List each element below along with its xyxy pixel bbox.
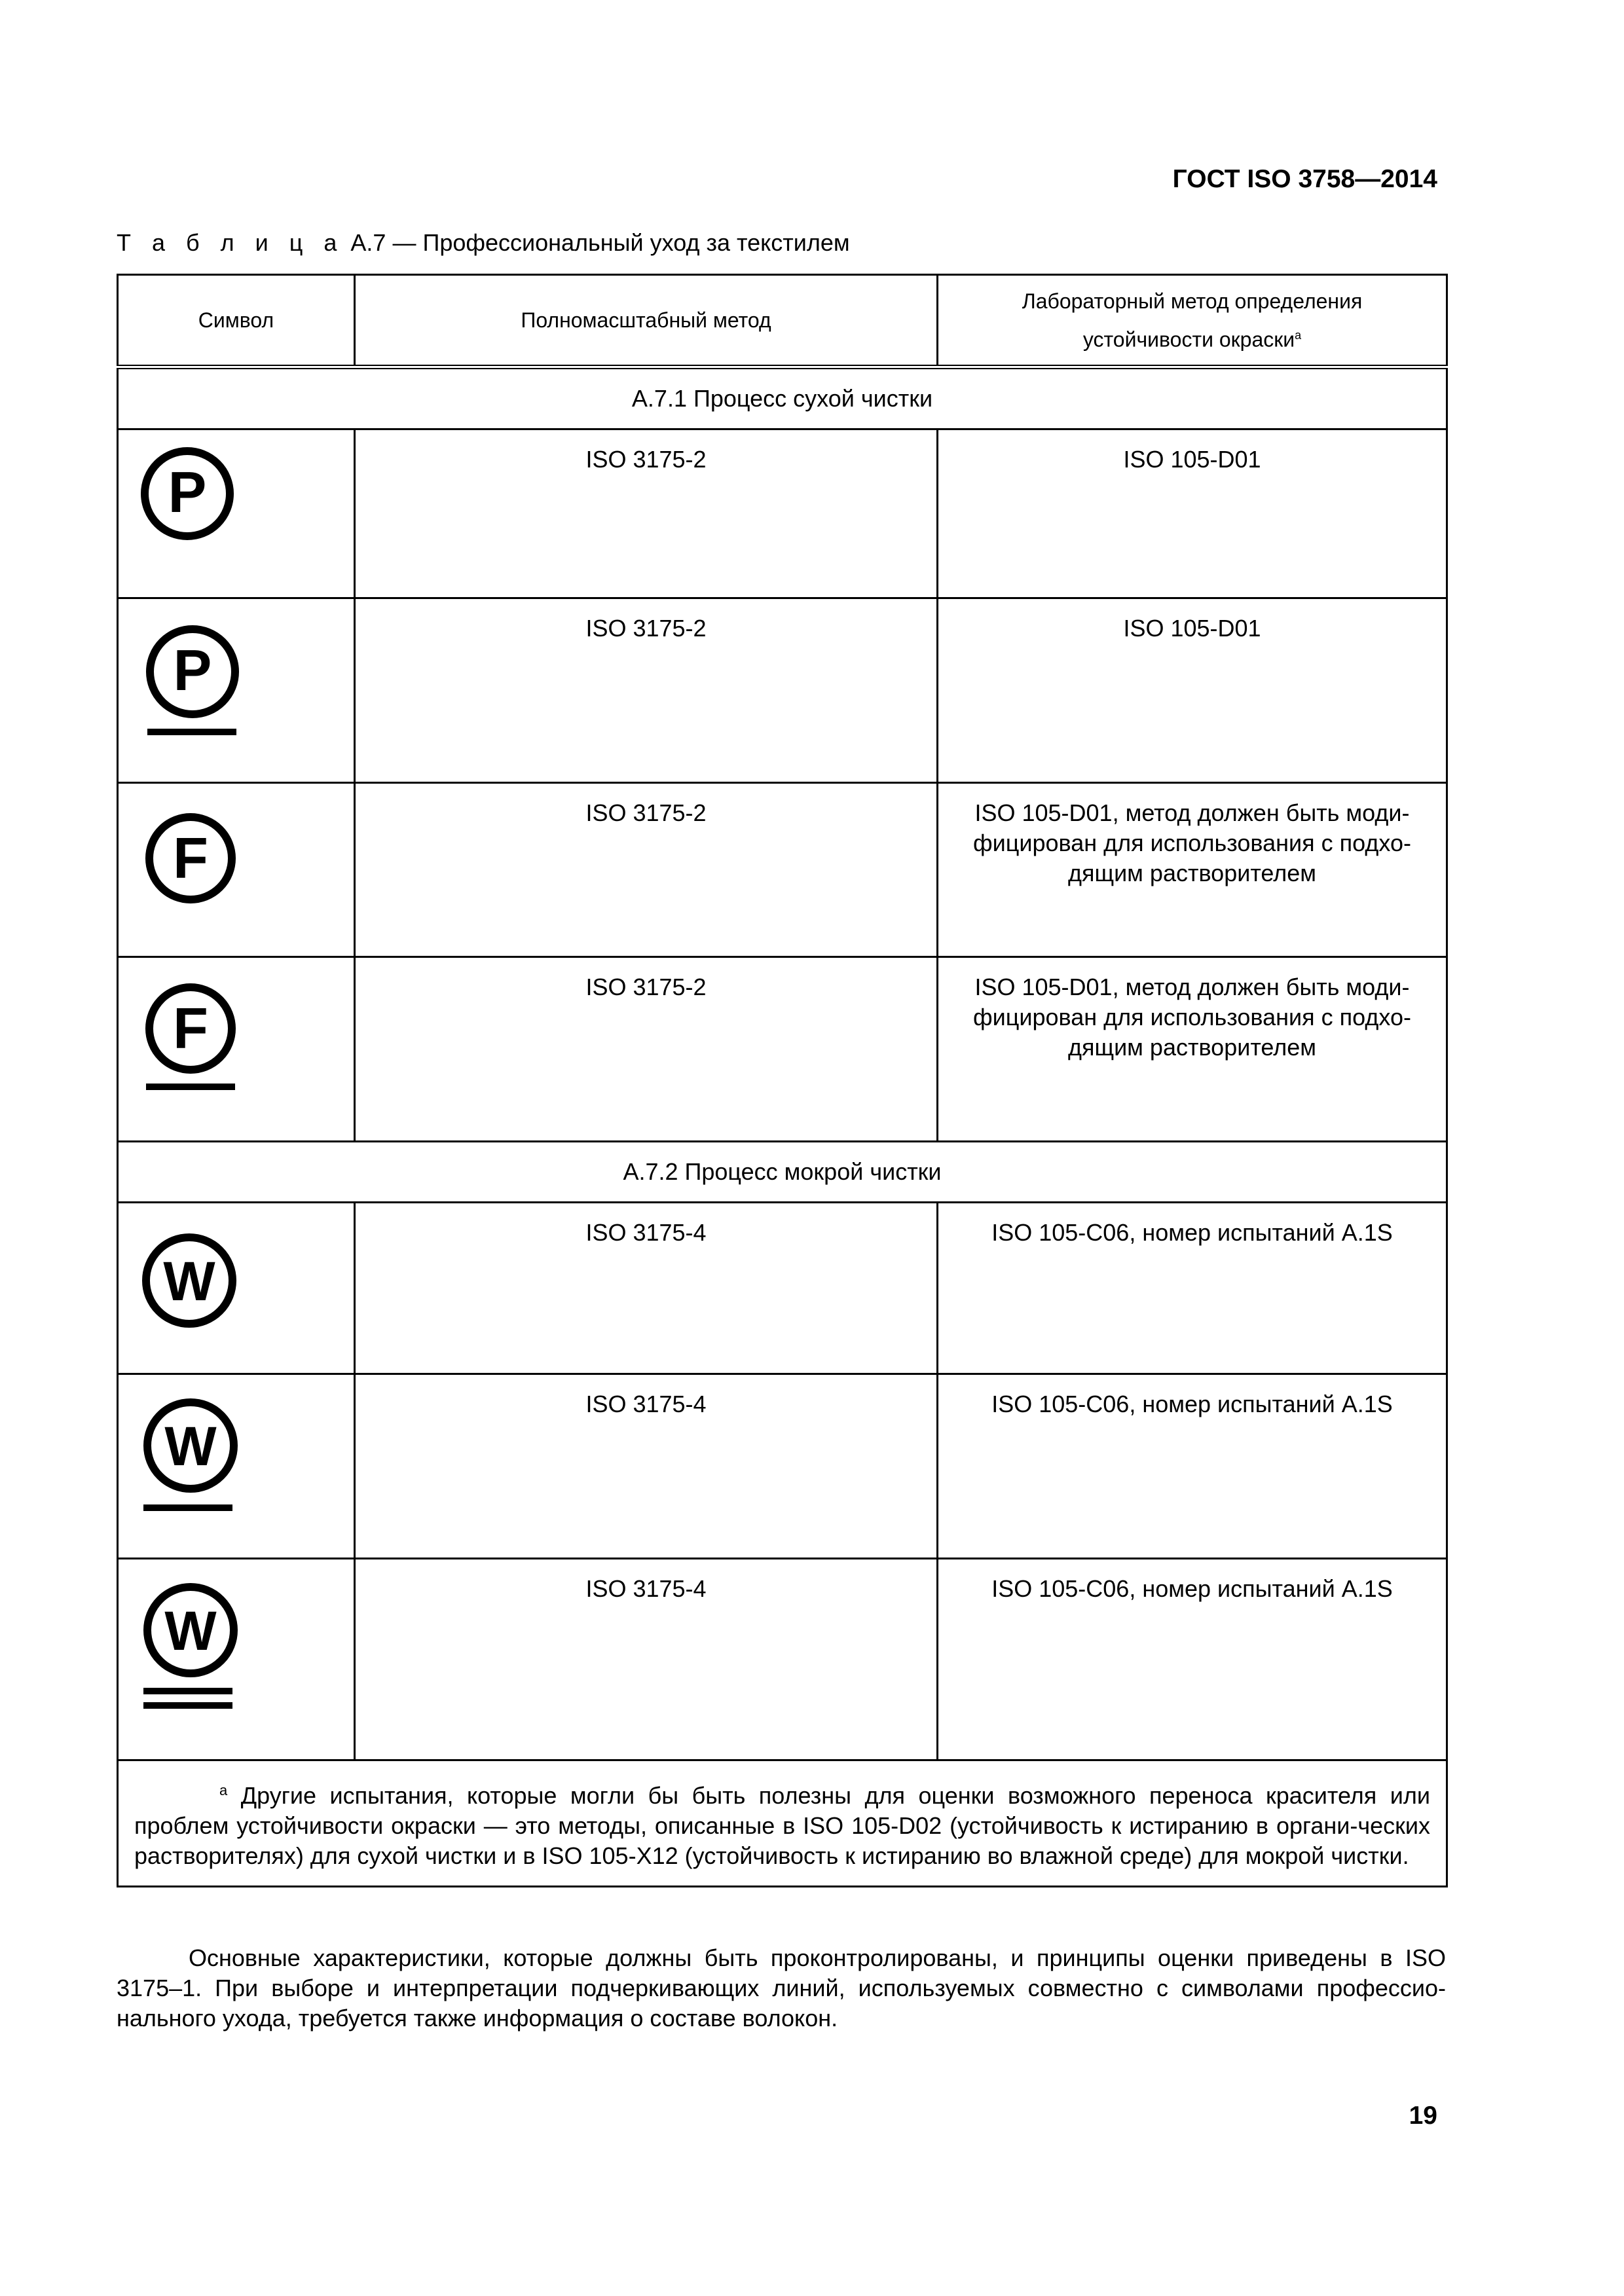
col-header-lab	[938, 275, 1447, 367]
care-table	[117, 274, 1448, 1887]
section-row-wet	[118, 1142, 1447, 1203]
underline-bar	[147, 729, 236, 735]
table-row	[118, 1559, 1447, 1760]
caption-title: А.7 — Профессиональный уход за текстилем	[344, 229, 850, 256]
section-title-wet: А.7.2 Процесс мокрой чистки	[118, 1142, 1447, 1203]
symbol-letter: P	[168, 460, 207, 524]
col-header-full-scale: Полномасштабный метод	[355, 275, 938, 367]
page-number: 19	[1409, 2102, 1437, 2130]
table-row	[118, 1203, 1447, 1374]
symbol-cell	[118, 1203, 355, 1374]
lab-method: ISO 105-D01, метод должен быть моди-фицирован для использования с подхо-дящим растворителем	[938, 783, 1447, 957]
caption-prefix: Т а б л и ц а	[117, 229, 344, 256]
full-scale-method: ISO 3175-2	[355, 957, 938, 1142]
underline-bar	[143, 1688, 232, 1694]
wet-clean-w-very-gentle-icon	[139, 1579, 251, 1723]
symbol-cell	[118, 598, 355, 783]
wet-clean-w-icon	[139, 1231, 251, 1342]
symbol-letter: P	[173, 638, 212, 702]
symbol-cell	[118, 783, 355, 957]
underline-bar	[146, 1084, 235, 1090]
symbol-cell	[118, 1559, 355, 1760]
footnote-text: Другие испытания, которые могли бы быть полезны для оценки возможного переноса красителя или проблем устойчивости окраски — это методы, описанные в ISO 105-D02 (устойчивость к истиранию в органи-ческих растворителях) для сухой чистки и в ISO 105-X12 (устойчивость к истиранию во влажной среде) для мокрой чистки.	[134, 1782, 1430, 1869]
col-header-lab-note-mark: a	[1295, 328, 1302, 342]
dry-clean-f-icon	[143, 811, 255, 922]
lab-method: ISO 105-C06, номер испытаний A.1S	[938, 1203, 1447, 1374]
footnote-mark: a	[219, 1782, 228, 1798]
lab-method: ISO 105-D01, метод должен быть моди-фицирован для использования с подхо-дящим растворителем	[938, 957, 1447, 1142]
dry-clean-p-icon	[138, 445, 249, 556]
section-title-dry: А.7.1 Процесс сухой чистки	[118, 367, 1447, 429]
lab-method: ISO 105-D01	[938, 598, 1447, 783]
footnote-row	[118, 1760, 1447, 1887]
symbol-cell	[118, 957, 355, 1142]
table-header-row	[118, 275, 1447, 367]
dry-clean-p-gentle-icon	[143, 623, 255, 747]
symbol-letter: F	[173, 826, 208, 890]
table-caption	[117, 229, 850, 257]
full-scale-method: ISO 3175-2	[355, 783, 938, 957]
underline-bar	[143, 1504, 232, 1511]
table-row	[118, 429, 1447, 598]
section-row-dry	[118, 367, 1447, 429]
full-scale-method: ISO 3175-4	[355, 1203, 938, 1374]
table-row	[118, 598, 1447, 783]
symbol-letter: W	[164, 1600, 217, 1662]
col-header-symbol: Символ	[118, 275, 355, 367]
table-row	[118, 783, 1447, 957]
full-scale-method: ISO 3175-2	[355, 598, 938, 783]
col-header-lab-text: Лабораторный метод определения устойчивости окраски	[1022, 289, 1363, 352]
dry-clean-f-gentle-icon	[143, 981, 255, 1106]
symbol-letter: F	[173, 996, 208, 1061]
symbol-letter: W	[163, 1250, 215, 1312]
symbol-cell	[118, 1374, 355, 1559]
underline-bar	[143, 1702, 232, 1709]
table-row	[118, 957, 1447, 1142]
wet-clean-w-gentle-icon	[139, 1394, 251, 1525]
lab-method: ISO 105-C06, номер испытаний A.1S	[938, 1374, 1447, 1559]
body-paragraph: Основные характеристики, которые должны быть проконтролированы, и принципы оценки приведены в ISO 3175–1. При выборе и интерпретации подчеркивающих линий, используемых совместно с символами профессио-нального ухода, требуется также информация о составе волокон.	[117, 1944, 1446, 2032]
symbol-letter: W	[164, 1415, 217, 1477]
symbol-cell	[118, 429, 355, 598]
table-footnote	[118, 1760, 1447, 1887]
full-scale-method: ISO 3175-4	[355, 1374, 938, 1559]
lab-method: ISO 105-D01	[938, 429, 1447, 598]
full-scale-method: ISO 3175-4	[355, 1559, 938, 1760]
full-scale-method: ISO 3175-2	[355, 429, 938, 598]
standard-designation: ГОСТ ISO 3758—2014	[1172, 165, 1437, 193]
table-row	[118, 1374, 1447, 1559]
lab-method: ISO 105-C06, номер испытаний A.1S	[938, 1559, 1447, 1760]
